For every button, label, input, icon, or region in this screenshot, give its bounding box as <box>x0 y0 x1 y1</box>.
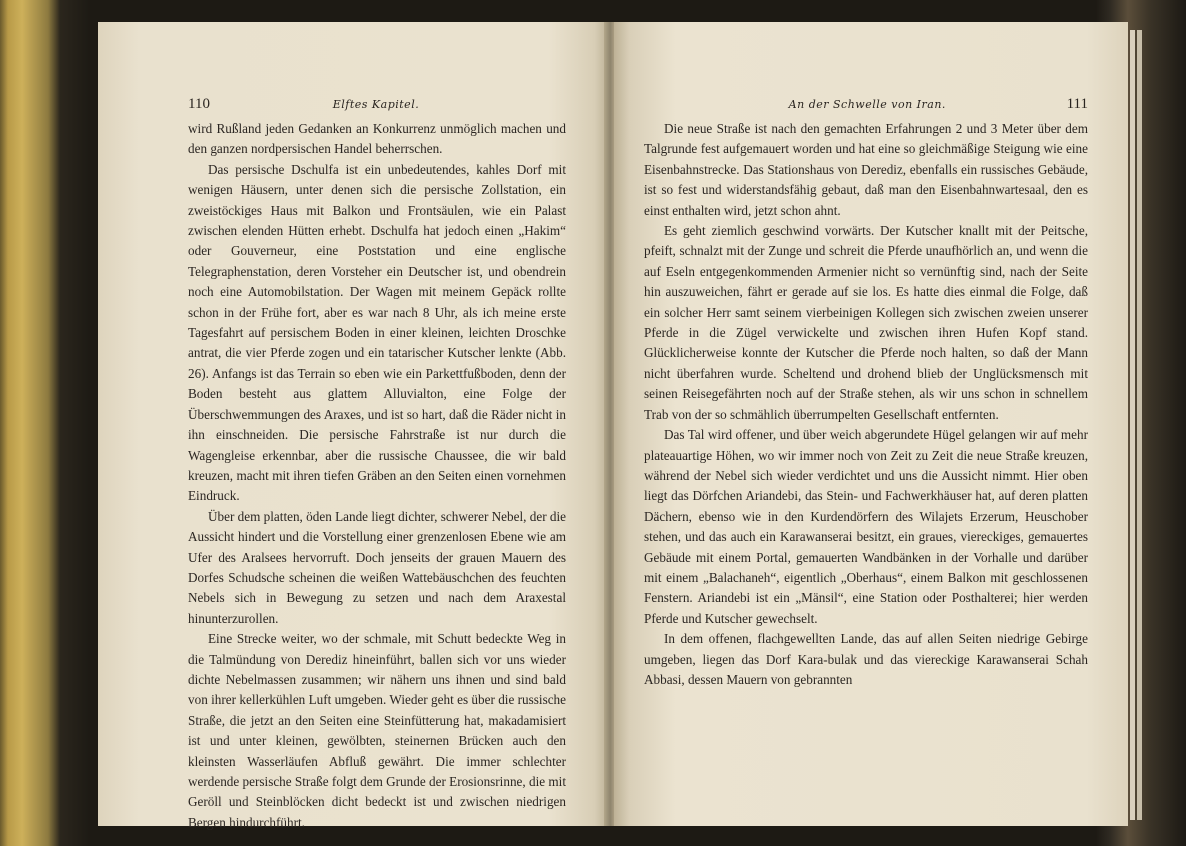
paragraph: Eine Strecke weiter, wo der schmale, mit Schutt bedeckte Weg in die Talmündung von Derediz hineinführt, ballen sich vor uns wieder dichte Nebelmassen zusammen; wir nähern uns ihnen und sind bald von ihrer kellerkühlen Luft umgeben. Wieder geht es über die russische Straße, die jetzt an den Seiten eine Steinfütterung hat, makadamisiert ist und unter kleinen, gewölbten, steinernen Brücken auch den kleinsten Wasserläufen Abfluß gewährt. Die immer schlechter werdende persische Straße folgt dem Grunde der Erosionsrinne, die mit Geröll und Steinblöcken dicht bedeckt ist und zwischen niedrigen Bergen hindurchführt. <box>188 631 566 830</box>
page-number: 111 <box>1066 96 1088 112</box>
paragraph: Es geht ziemlich geschwind vorwärts. Der Kutscher knallt mit der Peitsche, pfeift, schnalzt mit der Zunge und schreit die Pferde unaufhörlich an, und wenn die auf Eseln entgegenkommenden Armenier nicht so vernünftig sind, nach der Seite hin auszuweichen, fährt er gerade auf sie los. Es hatte dies einmal die Folge, daß ein solcher Herr samt seinem vierbeinigen Kollegen sich zwischen zweien unserer Pferde in die Zügel verwickelte und zwischen ihren Hufen Kopf stand. Glücklicherweise konnte der Kutscher die Pferde noch halten, so daß der Mann nicht überfahren wurde. Scheltend und drohend blieb der Unglücksmensch mit seinen Reisegefährten noch auf der Straße stehen, als wir uns schon in schnellem Trab von der so schmählich überrumpelten Gesellschaft entfernten. <box>644 223 1088 422</box>
left-page-body <box>188 119 566 833</box>
right-page-body <box>644 119 1088 690</box>
running-head: Elftes Kapitel. <box>332 98 420 111</box>
page-edges <box>1137 30 1142 820</box>
left-page <box>98 22 610 830</box>
paragraph: wird Rußland jeden Gedanken an Konkurrenz unmöglich machen und den ganzen nordpersischen Handel beherrschen. <box>188 121 566 157</box>
page-edges <box>1130 30 1135 820</box>
left-page-header <box>188 96 566 113</box>
paragraph: Das Tal wird offener, und über weich abgerundete Hügel gelangen wir auf mehr plateauartige Höhen, wo wir immer noch von Zeit zu Zeit die neue Straße kreuzen, während der Nebel sich wieder verdichtet und uns die Aussicht nimmt. Hier oben liegt das Dörfchen Ariandebi, das Stein- und Fachwerkhäuser hat, auf deren platten Dächern, ebenso wie in den Kurdendörfern des Wilajets Erzerum, Heuschober stehen, und das auch ein Karawanserai besitzt, ein graues, viereckiges, gemauertes Gebäude mit einem Portal, gemauerten Wandbänken in der Vorhalle und darüber mit einem „Balachaneh“, eigentlich „Oberhaus“, einem Balkon mit geschlossenen Fenstern. Ariandebi ist ein „Mänsil“, eine Station oder Posthalterei; hier werden Pferde und Kutscher gewechselt. <box>644 427 1088 626</box>
running-head: An der Schwelle von Iran. <box>788 98 946 111</box>
right-page-header <box>644 96 1088 113</box>
paragraph: In dem offenen, flachgewellten Lande, das auf allen Seiten niedrige Gebirge umgeben, liegen das Dorf Kara-bulak und das viereckige Karawanserai Schah Abbasi, dessen Mauern von gebrannten <box>644 631 1088 687</box>
page-number: 110 <box>188 96 210 112</box>
right-page <box>614 22 1128 826</box>
paragraph: Über dem platten, öden Lande liegt dichter, schwerer Nebel, der die Aussicht hindert und die Vorstellung einer grenzenlosen Ebene wie am Ufer des Aralsees hervorruft. Doch jenseits der grauen Mauern des Dorfes Schudsche scheinen die weißen Wattebäuschchen des feuchten Nebels sich in Bewegung zu setzen und nach dem Araxestal hinunterzurollen. <box>188 508 566 626</box>
paragraph: Das persische Dschulfa ist ein unbedeutendes, kahles Dorf mit wenigen Häusern, unter denen sich die persische Zollstation, ein zweistöckiges Haus mit Balkon und Frontsäulen, wie ein Palast zwischen elenden Hütten erhebt. Dschulfa hat jedoch einen „Hakim“ oder Gouverneur, eine Poststation und eine englische Telegraphenstation, deren Vorsteher ein Deutscher ist, und obendrein noch eine Automobilstation. Der Wagen mit meinem Gepäck rollte schon in der Frühe fort, aber es war nach 8 Uhr, als ich meine erste Tagesfahrt auf persischem Boden in einer kleinen, leichten Droschke antrat, die vier Pferde zogen und ein tatarischer Kutscher lenkte (Abb. 26). Anfangs ist das Terrain so eben wie ein Parkettfußboden, denn der Boden besteht aus glattem Alluvialton, eine Folge der Überschwemmungen des Araxes, und ist so hart, daß die Räder nicht in ihn einschneiden. Die persische Fahrstraße ist nur durch die Wagengleise erkennbar, aber die russische Chaussee, die wir bald kreuzen, macht mit ihren tiefen Gräben an den Seiten einen vornehmen Eindruck. <box>188 161 566 504</box>
paragraph: Die neue Straße ist nach den gemachten Erfahrungen 2 und 3 Meter über dem Talgrunde fest aufgemauert worden und hat eine so gleichmäßige Steigung wie eine Eisenbahnstrecke. Das Stationshaus von Derediz, ebenfalls ein russisches Gebäude, ist so fest und widerstandsfähig gebaut, daß man den Eisenbahnwartesaal, den es einst enthalten wird, jetzt schon ahnt. <box>644 121 1088 218</box>
